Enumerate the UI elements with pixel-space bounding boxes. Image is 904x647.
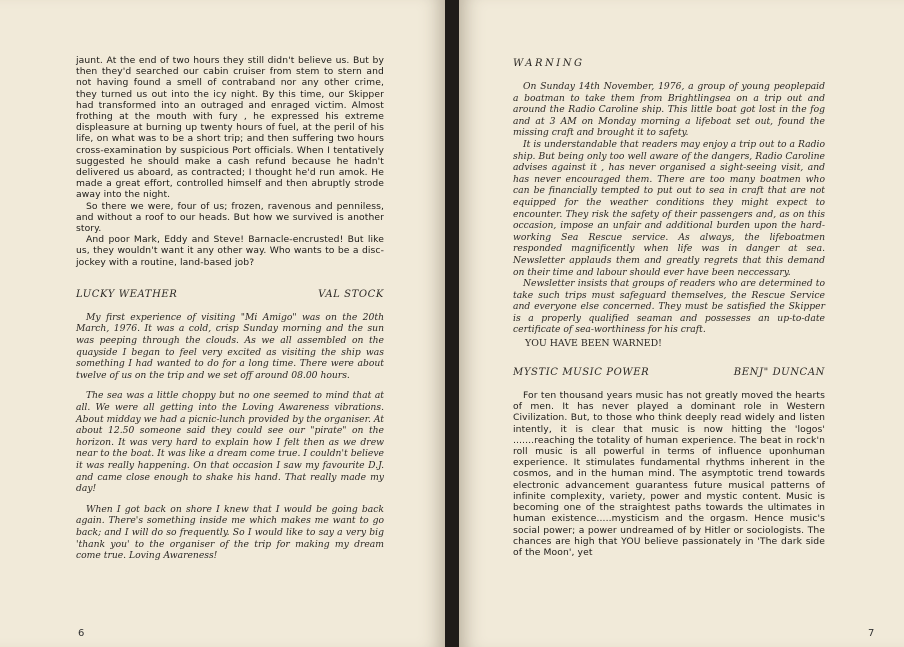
article-title: MYSTIC MUSIC POWER [513, 367, 650, 379]
article-heading [76, 289, 384, 300]
article-author: VAL STOCK [318, 288, 384, 300]
body-paragraph: So there we were, four of us; frozen, ravenous and penniless, and without a roof to our heads. But how we survived is another story. [76, 200, 384, 235]
page-number: 7 [868, 628, 875, 639]
binding-gutter [445, 0, 459, 647]
left-page [0, 0, 445, 647]
body-paragraph: jaunt. At the end of two hours they still didn't believe us. But by then they'd searched our cabin cruiser from stem to stern and not having found a smell of contraband nor any other crime, they turned us out into the icy night. By this time, our Skipper had transformed into an outraged and enraged victim. Almost frothing at the mouth with fury , he expressed his extreme displeasure at burning up twenty hours of fuel, at the peril of his life, on what was to be a short trip; and then suffering two hours cross-examination by suspicious Port officials. When I tentatively suggested he should make a cash refund because he hadn't delivered us aboard, as contracted; I thought he'd run amok. He made a great effort, controlled himself and then abruptly strode away into the night. [76, 55, 384, 201]
body-paragraph: The sea was a little choppy but no one seemed to mind that at all. We were all getting into the Loving Awareness vibrations. About midday we had a picnic-lunch provided by the organiser. At about 12.50 someone said they could see our "pirate" on the horizon. It was very hard to explain how I felt then as we drew near to the boat. It was like a dream come true. I couldn't believe it was really happening. On that occasion I saw my favourite D.J. and came close enough to shake his hand. That really made my day! [76, 390, 384, 495]
body-paragraph: When I got back on shore I knew that I would be going back again. There's something inside me which makes me want to go back; and I will do so frequently. So I would like to say a very big 'thank you' to the organiser of the trip for making my dream come true. Loving Awareness! [76, 503, 384, 562]
previous-article-continuation [76, 55, 384, 268]
article-author: BENJ" DUNCAN [733, 367, 825, 379]
warning-title: WARNING [513, 58, 585, 69]
warning-body [513, 81, 825, 336]
body-paragraph: It is understandable that readers may enjoy a trip out to a Radio ship. But being only too well aware of the dangers, Radio Caroline advises against it , has never organised a sight-seeing visit, and has never encouraged them. There are too many boatmen who can be financially tempted to put out to sea in craft that are not equipped for the weather conditions they might expect to encounter. They risk the safety of their passengers and, as on this occasion, impose an unfair and additional burden upon the hard-working Sea Rescue service. As always, the lifeboatmen responded magnificently when life was in danger at sea. Newsletter applauds them and greatly regrets that this demand on their time and labour should ever have been neccessary. [513, 138, 825, 278]
left-column [76, 55, 384, 562]
right-column [513, 58, 825, 558]
body-paragraph: For ten thousand years music has not greatly moved the hearts of men. It has never played a dominant role in Western Civilization. But, to those who think deeply read widely and listen intently, it is clear that music is now hitting the 'logos' .......reaching the totality of human experience. The beat in rock'n roll music is all powerful in terms of influence uponhuman experience. It stimulates fundamental rhythms inherent in the cosmos, and in the human mind. The asymptotic trend towards electronic advancement guarantess future musical patterns of infinite complexity, variety, power and mystic content. Music is becoming one of the straightest paths towards the ultimates in human existence.....mysticism and the orgasm. Hence music's social power; a power undreamed of by Hitler or sociologists. The chances are high that YOU believe passionately in 'The dark side of the Moon', yet [513, 390, 825, 558]
body-paragraph: And poor Mark, Eddy and Steve! Barnacle-encrusted! But like us, they wouldn't want it any other way. Who wants to be a disc-jockey with a routine, land-based job? [76, 234, 384, 268]
right-page [459, 0, 904, 647]
article-heading [513, 367, 825, 378]
article-title: LUCKY WEATHER [76, 288, 178, 300]
body-paragraph: My first experience of visiting "Mi Amigo" was on the 20th March, 1976. It was a cold, crisp Sunday morning and the sun was peeping through the clouds. As we all assembled on the quayside I began to feel very excited as visiting the ship was something I had wanted to do for a long time. There were about twelve of us on the trip and we set off around 08.00 hours. [76, 311, 384, 381]
article-body [513, 390, 825, 558]
warning-closing: YOU HAVE BEEN WARNED! [525, 338, 662, 350]
body-paragraph: Newsletter insists that groups of readers who are determined to take such trips must safeguard themselves, the Rescue Service and everyone else concerned. They must be satisfied the Skipper is a properly qualified seaman and possesses an up-to-date certificate of sea-worthiness for his craft. [513, 278, 825, 336]
body-paragraph: On Sunday 14th November, 1976, a group of young peoplepaid a boatman to take them from Brightlingsea on a trip out and around the Radio Caroline ship. This little boat got lost in the fog and at 3 AM on Monday morning a lifeboat set out, found the missing craft and brought it to safety. [513, 81, 825, 139]
page-number: 6 [78, 628, 85, 639]
article-body [76, 312, 384, 562]
